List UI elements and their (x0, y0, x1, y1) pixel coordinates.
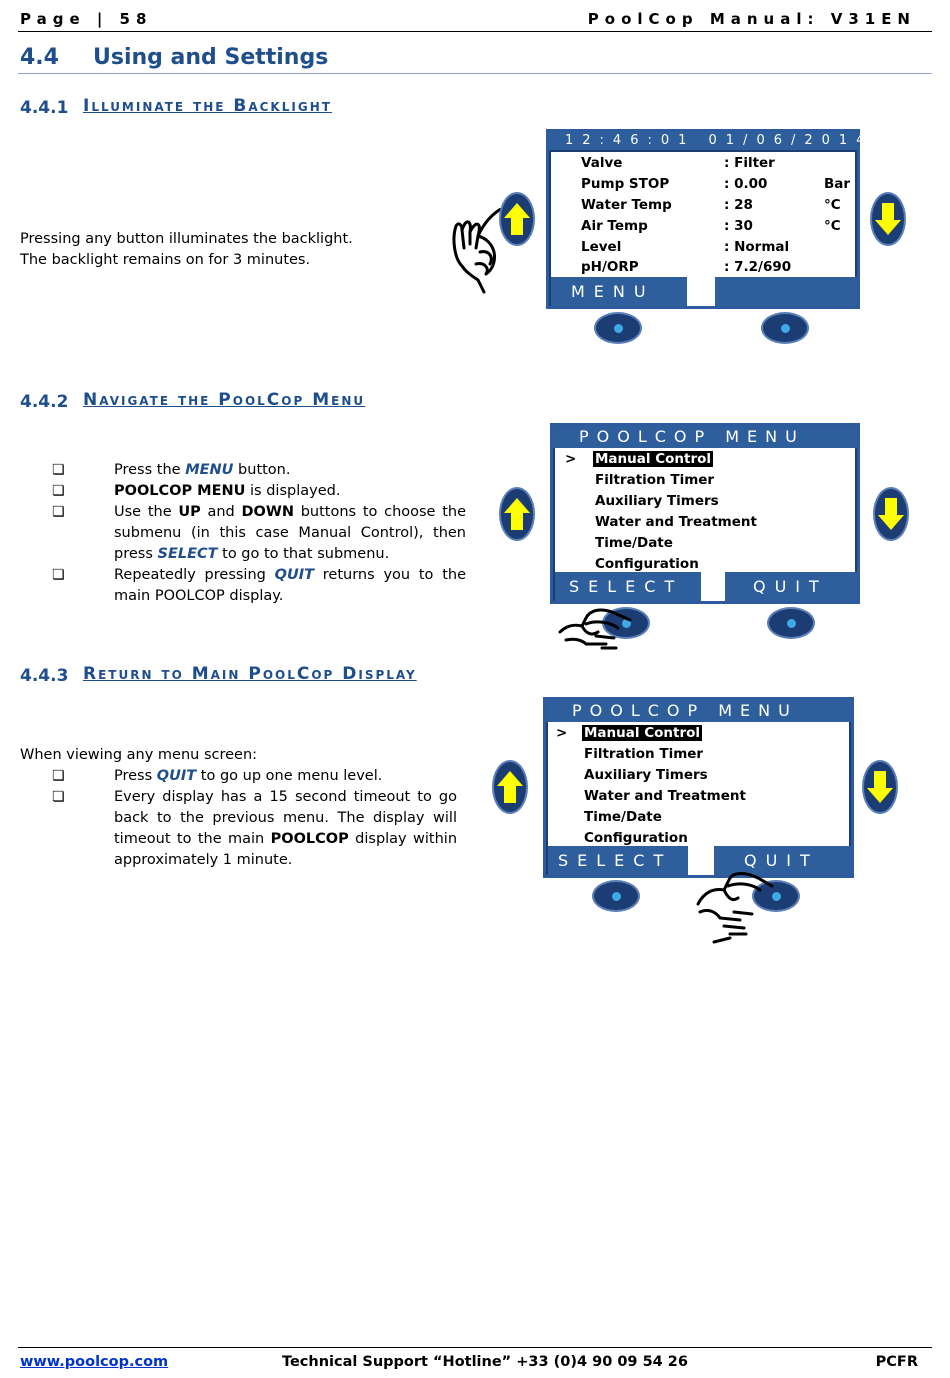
reading-unit: Bar (824, 176, 851, 192)
subsection-title-2: Navigate the PoolCop Menu (83, 390, 366, 410)
subsection-number-3: 4.4.3 (20, 666, 69, 686)
up-arrow-icon (497, 771, 523, 803)
reading-unit: °C (824, 218, 841, 234)
menu-cursor: > (556, 725, 568, 741)
select-softkey[interactable]: SELECT (555, 572, 701, 601)
doc-code: PCFR (875, 1354, 918, 1370)
list-item: ❏ Every display has a 15 second timeout to go back to the previous menu. The display will timeout to the main POOLCOP display within approximately 1 minute. (52, 787, 457, 871)
menu-item-configuration[interactable]: Configuration (584, 830, 688, 846)
list-item: ❏ Repeatedly pressing QUIT returns you to the main POOLCOP display. (52, 565, 466, 607)
backlight-line-1: Pressing any button illuminates the backlight. (20, 231, 353, 247)
page-number: Page | 58 (20, 10, 153, 28)
status-readings (551, 152, 855, 276)
menu-item-water-treatment[interactable]: Water and Treatment (584, 788, 746, 804)
menu-item-manual-control[interactable]: Manual Control (584, 725, 701, 741)
left-select-button[interactable] (592, 880, 640, 912)
list-item: ❏ Use the UP and DOWN buttons to choose the submenu (in this case Manual Control), then press SELECT to go to that submenu. (52, 502, 466, 565)
website-link[interactable]: www.poolcop.com (20, 1354, 169, 1370)
list-item: ❏ POOLCOP MENU is displayed. (52, 481, 466, 502)
reading-label: Water Temp (581, 197, 672, 213)
support-hotline: Technical Support “Hotline” +33 (0)4 90 09 54 26 (282, 1354, 688, 1370)
down-button[interactable] (870, 192, 906, 246)
menu-item-configuration[interactable]: Configuration (595, 556, 699, 572)
reading-label: pH/ORP (581, 259, 639, 275)
reading-value: : Normal (724, 239, 790, 255)
menu-cursor: > (565, 451, 577, 467)
select-softkey[interactable]: SELECT (548, 846, 688, 875)
reading-unit: °C (824, 197, 841, 213)
return-steps (52, 766, 457, 871)
menu-title: POOLCOP MENU (553, 426, 857, 448)
down-button[interactable] (873, 487, 909, 541)
right-select-button[interactable] (767, 607, 815, 639)
pointing-hand-icon (556, 604, 636, 654)
up-button[interactable] (499, 487, 535, 541)
backlight-line-2: The backlight remains on for 3 minutes. (20, 252, 311, 268)
menu-screen (550, 423, 860, 604)
pointing-hand-icon (694, 868, 776, 946)
menu-softkey[interactable]: MENU (551, 277, 687, 306)
section-rule (18, 73, 932, 74)
reading-value: : Filter (724, 155, 775, 171)
section-title: Using and Settings (92, 45, 329, 70)
list-item: ❏ Press QUIT to go up one menu level. (52, 766, 457, 787)
down-arrow-icon (875, 203, 901, 235)
subsection-number-2: 4.4.2 (20, 392, 69, 412)
right-select-button[interactable] (761, 312, 809, 344)
menu-title: POOLCOP MENU (546, 700, 851, 722)
quit-softkey[interactable]: QUIT (725, 572, 857, 601)
return-intro: When viewing any menu screen: (20, 747, 258, 763)
section-heading (20, 45, 328, 70)
status-screen (546, 129, 874, 309)
menu-item-water-treatment[interactable]: Water and Treatment (595, 514, 757, 530)
reading-value: : 0.00 (724, 176, 768, 192)
menu-item-filtration-timer[interactable]: Filtration Timer (595, 472, 715, 488)
menu-list (555, 448, 855, 572)
status-bar: 12:46:01 01/06/2014 (549, 132, 857, 150)
navigate-steps (52, 460, 466, 607)
up-arrow-icon (504, 498, 530, 530)
reading-value: : 28 (724, 197, 753, 213)
reading-label: Level (581, 239, 622, 255)
subsection-number-1: 4.4.1 (20, 98, 69, 118)
reading-label: Valve (581, 155, 623, 171)
up-button[interactable] (499, 192, 535, 246)
footer-rule (18, 1347, 932, 1348)
quit-softkey[interactable]: QUIT (714, 846, 851, 875)
reading-value: : 30 (724, 218, 753, 234)
left-select-button[interactable] (594, 312, 642, 344)
menu-item-manual-control[interactable]: Manual Control (595, 451, 712, 467)
up-arrow-icon (504, 203, 530, 235)
menu-item-auxiliary-timers[interactable]: Auxiliary Timers (584, 767, 708, 783)
right-softkey[interactable] (715, 277, 857, 306)
down-button[interactable] (862, 760, 898, 814)
up-button[interactable] (492, 760, 528, 814)
backlight-text (20, 229, 353, 271)
list-item: ❏ Press the MENU button. (52, 460, 466, 481)
menu-screen (543, 697, 854, 878)
reading-value: : 7.2/690 (724, 259, 792, 275)
manual-title: PoolCop Manual: V31EN (587, 10, 916, 28)
header-rule (18, 31, 932, 32)
menu-item-filtration-timer[interactable]: Filtration Timer (584, 746, 704, 762)
menu-list (548, 722, 849, 846)
subsection-title-1: Illuminate the Backlight (83, 96, 332, 116)
down-arrow-icon (878, 498, 904, 530)
menu-item-time-date[interactable]: Time/Date (595, 535, 673, 551)
reading-label: Air Temp (581, 218, 648, 234)
menu-item-time-date[interactable]: Time/Date (584, 809, 662, 825)
section-number: 4.4 (20, 45, 59, 70)
subsection-title-3: Return to Main PoolCop Display (83, 664, 417, 684)
reading-label: Pump STOP (581, 176, 670, 192)
down-arrow-icon (867, 771, 893, 803)
menu-item-auxiliary-timers[interactable]: Auxiliary Timers (595, 493, 719, 509)
